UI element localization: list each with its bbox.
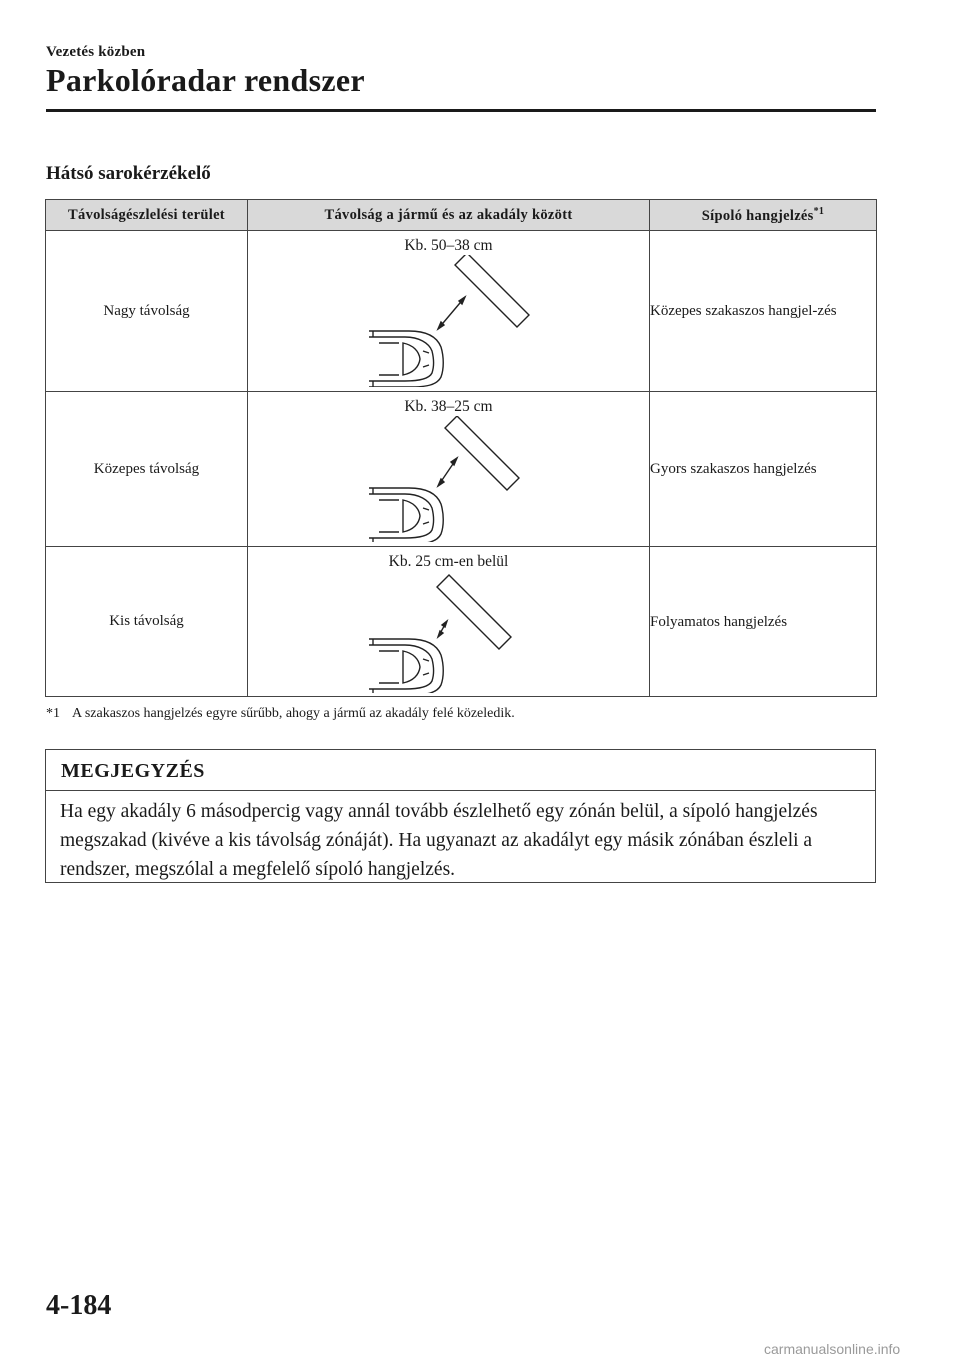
car-obstacle-diagram [349,416,549,542]
page-title: Parkolóradar rendszer [46,62,365,98]
distance-cell [248,547,650,697]
zone-cell: Nagy távolság [46,231,248,392]
distance-caption: Kb. 50–38 cm [404,237,493,254]
zone-cell: Közepes távolság [46,392,248,547]
distance-caption: Kb. 25 cm-en belül [388,552,509,570]
table-row [46,547,877,697]
section-label: Vezetés közben [46,44,146,60]
table-header-row [46,200,877,231]
page-number: 4-184 [46,1290,112,1321]
note-text: Ha egy akadály 6 másodpercig vagy annál tovább észlelhető egy zónán belül, a sípoló hangjelzés megszakad (kivéve a kis távolság zónáját). Ha ugyanazt az akadályt egy másik zónában észleli a rendszer, megszólal a megfelelő sípoló hangjelzés. [60,801,818,880]
table-row [46,392,877,547]
subsection-title: Hátsó sarokérzékelő [46,163,211,184]
footnote-text: A szakaszos hangjelzés egyre sűrűbb, ahogy a jármű az akadály felé közeledik. [72,706,515,721]
distance-table [45,199,877,697]
footnote-ref: *1 [813,205,825,217]
beep-cell: Gyors szakaszos hangjelzés [650,392,877,547]
beep-cell: Közepes szakaszos hangjel-zés [650,231,877,392]
note-box [45,749,876,883]
column-header-zone: Távolságészlelési terület [46,200,248,231]
distance-caption: Kb. 38–25 cm [404,398,493,415]
distance-cell [248,231,650,392]
watermark: carmanualsonline.info [764,1341,901,1357]
table-row [46,231,877,392]
title-rule [46,109,876,112]
footnote-mark: *1 [46,706,60,721]
note-header: MEGJEGYZÉS [46,750,875,791]
footnote [46,706,515,722]
column-header-distance: Távolság a jármű és az akadály között [248,200,650,231]
car-obstacle-diagram [349,255,549,387]
distance-cell [248,392,650,547]
column-header-beep [650,200,877,231]
beep-cell: Folyamatos hangjelzés [650,547,877,697]
zone-cell: Kis távolság [46,547,248,697]
car-obstacle-diagram [349,571,549,693]
column-header-beep-label: Sípoló hangjelzés [701,207,814,224]
